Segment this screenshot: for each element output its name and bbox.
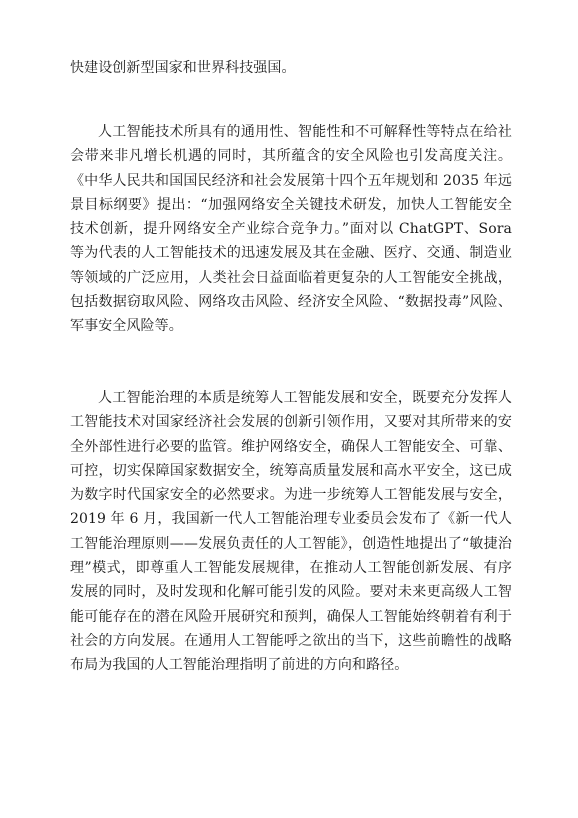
paragraph-ai-governance: 人工智能治理的本质是统筹人工智能发展和安全，既要充分发挥人工智能技术对国家经济社会发展的创新引领作用，又要对其所带来的安全外部性进行必要的监管。维护网络安全，确保人工智能安全、可靠、可控，切实保障国家数据安全，统筹高质量发展和高水平安全，这已成为数字时代国家安全的必然要求。为进一步统筹人工智能发展与安全，2019 年 6 月，我国新一代人工智能治理专业委员会发布了《新一代人工智能治理原则——发展负责任的人工智能》，创造性地提出了“敏捷治理”模式，即尊重人工智能发展规律，在推动人工智能创新发展、有序发展的同时，及时发现和化解可能引发的风险。要对未来更高级人工智能可能存在的潜在风险开展研究和预判，确保人工智能始终朝着有利于社会的方向发展。在通用人工智能呼之欲出的当下，这些前瞻性的战略布局为我国的人工智能治理指明了前进的方向和路径。: [70, 390, 512, 674]
paragraph-ai-security-risks: 人工智能技术所具有的通用性、智能性和不可解释性等特点在给社会带来非凡增长机遇的同时，其所蕴含的安全风险也引发高度关注。《中华人民共和国国民经济和社会发展第十四个五年规划和 2035 年远景目标纲要》提出：“加强网络安全关键技术研发，加快人工智能安全技术创新，提升网络安全产业综合竞争力。”面对以 ChatGPT、Sora 等为代表的人工智能技术的迅速发展及其在金融、医疗、交通、制造业等领域的广泛应用，人类社会日益面临着更复杂的人工智能安全挑战，包括数据窃取风险、网络攻击风险、经济安全风险、“数据投毒”风险、军事安全风险等。: [70, 124, 512, 335]
paragraph-continuation: 快建设创新型国家和世界科技强国。: [70, 60, 296, 76]
